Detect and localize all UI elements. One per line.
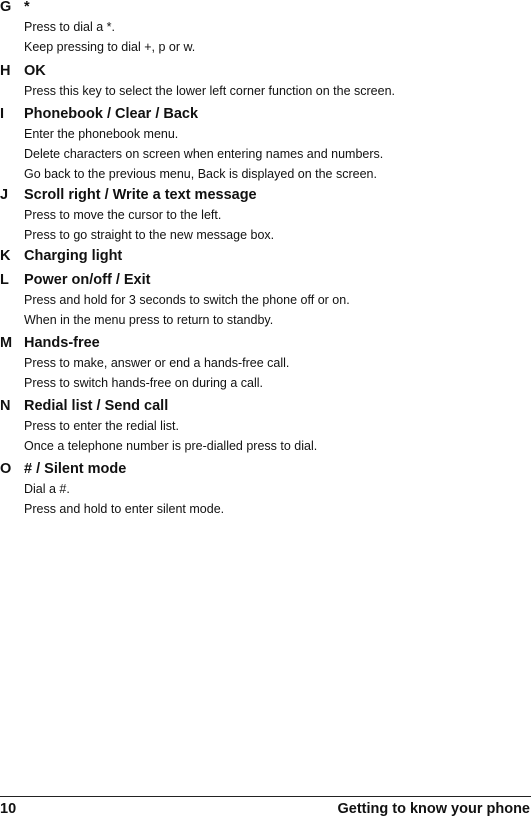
entry-k bbox=[0, 246, 531, 266]
entry-letter: M bbox=[0, 335, 13, 351]
entry-j bbox=[0, 185, 531, 245]
entry-letter: O bbox=[0, 461, 12, 477]
entry-description: Press to enter the redial list. bbox=[24, 419, 179, 433]
entry-description: Press and hold for 3 seconds to switch the phone off or on. bbox=[24, 293, 350, 307]
entry-letter: K bbox=[0, 248, 11, 264]
entry-description: Go back to the previous menu, Back is displayed on the screen. bbox=[24, 167, 377, 181]
entry-m bbox=[0, 333, 531, 393]
entry-description: When in the menu press to return to standby. bbox=[24, 313, 274, 327]
entry-title: Power on/off / Exit bbox=[24, 272, 151, 288]
entry-l bbox=[0, 270, 531, 330]
section-title: Getting to know your phone bbox=[337, 801, 530, 817]
entry-description: Press to dial a *. bbox=[24, 20, 116, 34]
entry-letter: G bbox=[0, 0, 12, 15]
entry-letter: N bbox=[0, 398, 11, 414]
entry-description: Dial a #. bbox=[24, 482, 70, 496]
entry-title: Charging light bbox=[24, 248, 123, 264]
entry-i bbox=[0, 104, 531, 184]
entry-description: Once a telephone number is pre-dialled press to dial. bbox=[24, 439, 318, 453]
entry-title: * bbox=[24, 0, 30, 15]
entry-letter: L bbox=[0, 272, 9, 288]
entry-title: Hands-free bbox=[24, 335, 100, 351]
page-footer bbox=[0, 796, 531, 817]
entry-o bbox=[0, 459, 531, 519]
entry-title: # / Silent mode bbox=[24, 461, 127, 477]
entry-description: Press to go straight to the new message box. bbox=[24, 228, 275, 242]
entry-letter: H bbox=[0, 63, 11, 79]
entry-letter: I bbox=[0, 106, 5, 122]
entry-h bbox=[0, 61, 531, 101]
entry-g bbox=[0, 0, 531, 57]
entry-description: Delete characters on screen when entering names and numbers. bbox=[24, 147, 384, 161]
entry-description: Press and hold to enter silent mode. bbox=[24, 502, 225, 516]
entry-title: Redial list / Send call bbox=[24, 398, 169, 414]
entry-letter: J bbox=[0, 187, 9, 203]
entry-n bbox=[0, 396, 531, 456]
entry-description: Press to move the cursor to the left. bbox=[24, 208, 222, 222]
entry-description: Press to switch hands-free on during a call. bbox=[24, 376, 264, 390]
entry-description: Enter the phonebook menu. bbox=[24, 127, 179, 141]
entry-title: Phonebook / Clear / Back bbox=[24, 106, 199, 122]
entry-title: OK bbox=[24, 63, 46, 79]
entry-description: Press to make, answer or end a hands-free call. bbox=[24, 356, 290, 370]
entry-description: Press this key to select the lower left corner function on the screen. bbox=[24, 84, 396, 98]
page-number: 10 bbox=[0, 801, 17, 817]
entry-description: Keep pressing to dial +, p or w. bbox=[24, 40, 196, 54]
entry-title: Scroll right / Write a text message bbox=[24, 187, 257, 203]
